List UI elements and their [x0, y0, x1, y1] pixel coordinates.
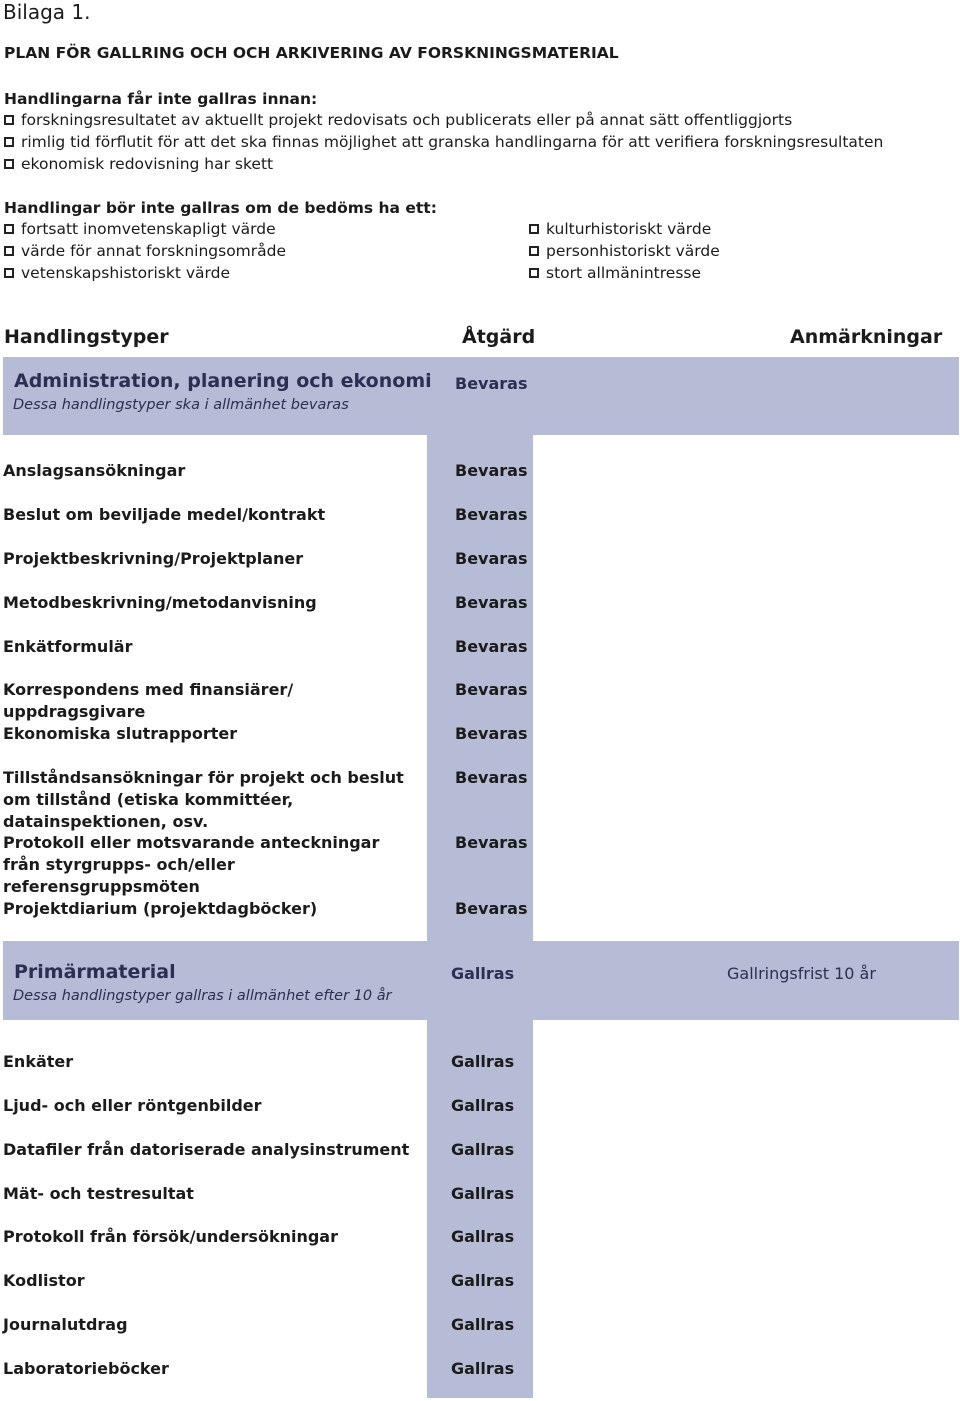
action-column-band	[427, 1020, 533, 1398]
table-row-label: Projektbeskrivning/Projektplaner	[3, 549, 304, 568]
square-bullet-icon	[4, 224, 14, 234]
table-row-action: Bevaras	[455, 899, 528, 918]
conditions-heading: Handlingarna får inte gallras innan:	[4, 90, 318, 108]
square-bullet-icon	[4, 268, 14, 278]
value-text: personhistoriskt värde	[546, 242, 720, 260]
section-subtitle: Dessa handlingstyper ska i allmänhet bevaras	[13, 397, 349, 413]
table-row-label: Kodlistor	[3, 1271, 85, 1290]
table-row-label: Ljud- och eller röntgenbilder	[3, 1096, 262, 1115]
value-item	[4, 220, 276, 238]
condition-item	[4, 133, 883, 151]
table-row-action: Bevaras	[455, 461, 528, 480]
table-row-action: Gallras	[451, 1359, 515, 1378]
value-text: fortsatt inomvetenskapligt värde	[21, 220, 276, 238]
table-row-action: Bevaras	[455, 505, 528, 524]
square-bullet-icon	[4, 159, 14, 169]
table-row-label: Metodbeskrivning/metodanvisning	[3, 593, 317, 612]
condition-item	[4, 111, 792, 129]
table-row-action: Bevaras	[455, 680, 528, 699]
section-action: Bevaras	[455, 374, 528, 393]
square-bullet-icon	[529, 268, 539, 278]
table-row-action: Gallras	[451, 1315, 515, 1334]
table-row-label: Mät- och testresultat	[3, 1184, 194, 1203]
table-row-label: Enkätformulär	[3, 637, 133, 656]
condition-item	[4, 155, 273, 173]
section-subtitle: Dessa handlingstyper gallras i allmänhet efter 10 år	[13, 988, 392, 1004]
value-item	[4, 264, 230, 282]
table-row-action: Gallras	[451, 1096, 515, 1115]
value-item	[529, 220, 711, 238]
value-text: vetenskapshistoriskt värde	[21, 264, 230, 282]
appendix-label: Bilaga 1.	[3, 0, 91, 24]
table-row-action: Bevaras	[455, 549, 528, 568]
table-row-label: Ekonomiska slutrapporter	[3, 724, 238, 743]
section-title: Administration, planering och ekonomi	[14, 370, 432, 392]
section-band-administration	[3, 357, 959, 435]
column-header-notes: Anmärkningar	[790, 326, 943, 348]
square-bullet-icon	[529, 246, 539, 256]
table-row-action: Bevaras	[455, 593, 528, 612]
table-row-action: Gallras	[451, 1052, 515, 1071]
table-row-action: Bevaras	[455, 724, 528, 743]
value-item	[4, 242, 286, 260]
condition-text: ekonomisk redovisning har skett	[21, 155, 274, 173]
table-row-label: Enkäter	[3, 1052, 74, 1071]
value-text: kulturhistoriskt värde	[546, 220, 712, 238]
table-row-label: Protokoll eller motsvarande anteckningar från styrgrupps- och/eller referensgruppsmöten	[3, 833, 380, 896]
table-row-label: Protokoll från försök/undersökningar	[3, 1227, 338, 1246]
page-title: PLAN FÖR GALLRING OCH OCH ARKIVERING AV FORSKNINGSMATERIAL	[4, 44, 619, 62]
table-row-label: Korrespondens med finansiärer/ uppdragsgivare	[3, 680, 294, 721]
table-row-label: Anslagsansökningar	[3, 461, 186, 480]
condition-text: rimlig tid förflutit för att det ska finnas möjlighet att granska handlingarna för att verifiera forskningsresultaten	[21, 133, 884, 151]
square-bullet-icon	[4, 115, 14, 125]
table-row-action: Gallras	[451, 1227, 515, 1246]
table-row-action: Bevaras	[455, 833, 528, 852]
value-text: värde för annat forskningsområde	[21, 242, 287, 260]
section-action: Gallras	[451, 964, 515, 983]
square-bullet-icon	[529, 224, 539, 234]
table-row-label: Laboratorieböcker	[3, 1359, 169, 1378]
table-row-action: Gallras	[451, 1184, 515, 1203]
section-title: Primärmaterial	[14, 961, 176, 983]
table-row-label: Journalutdrag	[3, 1315, 128, 1334]
table-row-label: Projektdiarium (projektdagböcker)	[3, 899, 318, 918]
square-bullet-icon	[4, 246, 14, 256]
table-row-action: Bevaras	[455, 768, 528, 787]
table-row-label: Beslut om beviljade medel/kontrakt	[3, 505, 326, 524]
square-bullet-icon	[4, 137, 14, 147]
values-heading: Handlingar bör inte gallras om de bedöms ha ett:	[4, 199, 437, 217]
table-row-label: Tillståndsansökningar för projekt och beslut om tillstånd (etiska kommittéer, datainspektionen, osv.	[3, 768, 404, 831]
column-header-action: Åtgärd	[462, 326, 536, 348]
condition-text: forskningsresultatet av aktuellt projekt redovisats och publicerats eller på annat sätt offentliggjorts	[21, 111, 793, 129]
table-row-action: Gallras	[451, 1140, 515, 1159]
column-header-types: Handlingstyper	[4, 326, 169, 348]
section-note: Gallringsfrist 10 år	[727, 964, 876, 983]
value-item	[529, 242, 720, 260]
table-row-label: Datafiler från datoriserade analysinstrument	[3, 1140, 410, 1159]
value-item	[529, 264, 701, 282]
table-row-action: Bevaras	[455, 637, 528, 656]
value-text: stort allmänintresse	[546, 264, 702, 282]
table-row-action: Gallras	[451, 1271, 515, 1290]
